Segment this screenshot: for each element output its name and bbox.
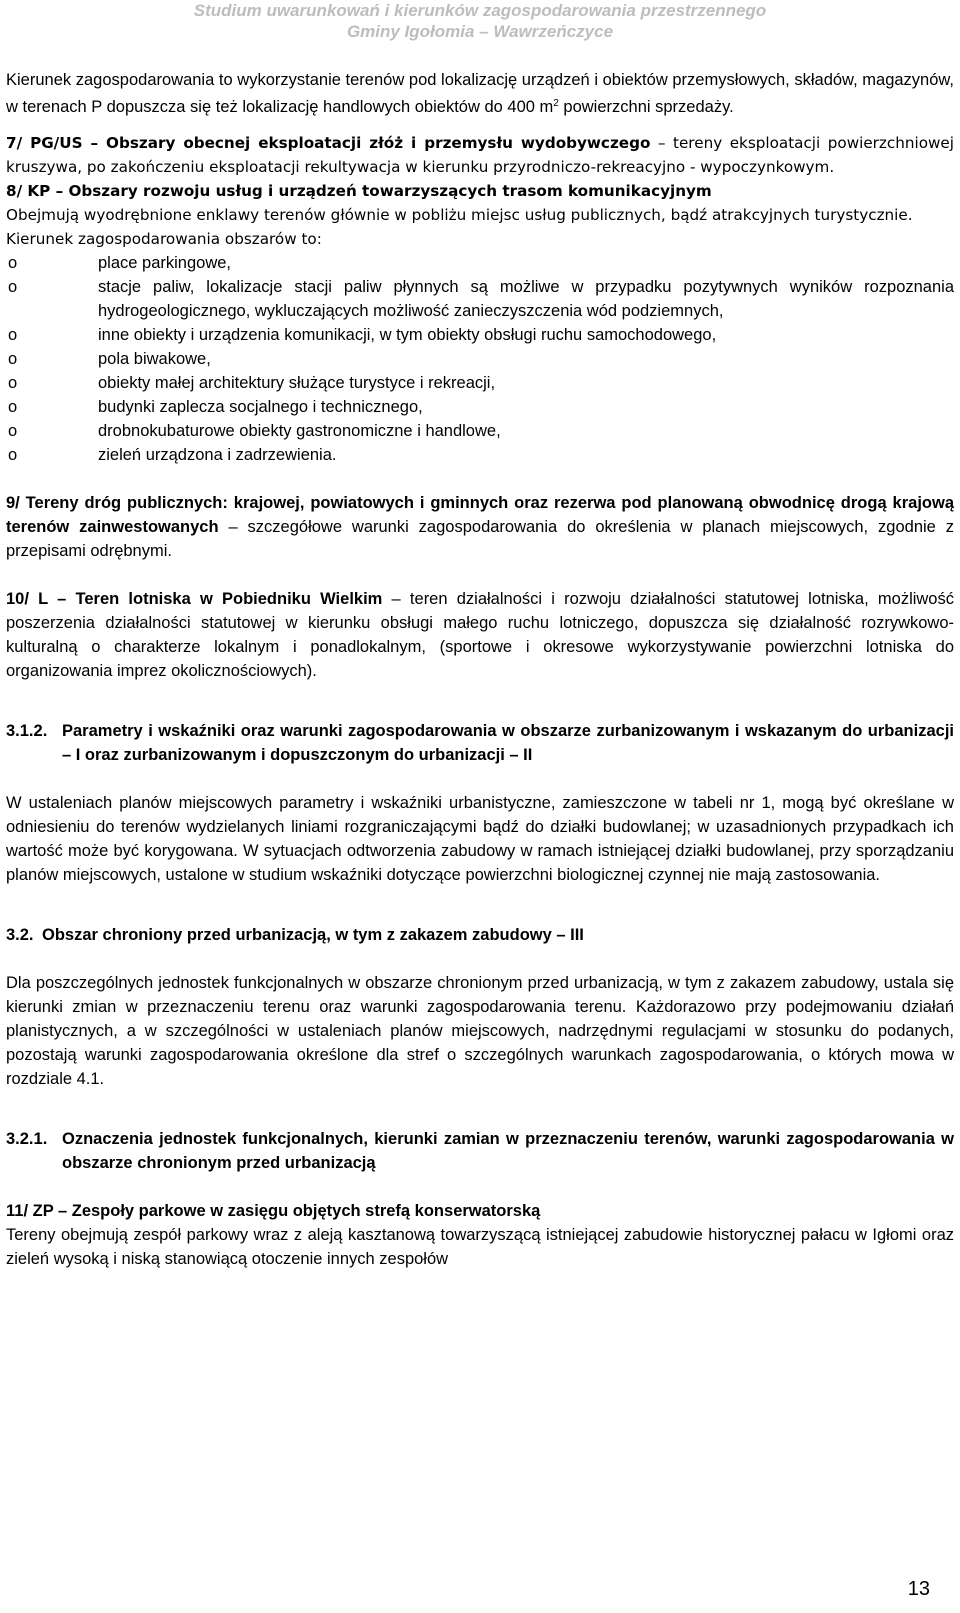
heading-3-2-1: [6, 1127, 954, 1175]
bullet: o: [8, 398, 18, 416]
section-7-text: – tereny eksploatacji powierzchniowej kruszywa, po zakończeniu eksploatacji rekultywacja w kierunku przyrodniczo-rekreacyjno - wypoczynkowym.: [6, 134, 954, 176]
section-8-text: Obejmują wyodrębnione enklawy terenów głównie w pobliżu miejsc usług publicznych, bądź atrakcyjnych turystycznie.: [6, 206, 913, 224]
list-item: o obiekty małej architektury służące turystyce i rekreacji,: [6, 371, 954, 395]
section-11-label: 11/ ZP – Zespoły parkowe w zasięgu objętych strefą konserwatorską: [6, 1202, 541, 1220]
section-9: [6, 491, 954, 563]
section-8-list: [6, 251, 954, 467]
document-body: [6, 68, 954, 1271]
paragraph-3-1-2: W ustaleniach planów miejscowych parametry i wskaźniki urbanistyczne, zamieszczone w tabeli nr 1, mogą być określane w odniesieniu do terenów wydzielanych liniami rozgraniczającymi bądź do działki budowlanej; w uzasadnionych przypadkach ich wartość może być korygowana. W sytuacjach odtworzenia zabudowy w ramach istniejącej działki budowlanej, przy sporządzaniu planów miejscowych, ustalone w studium wskaźniki dotyczące powierzchni biologicznej czynnej nie mają zastosowania.: [6, 794, 954, 884]
heading-number: 3.2.1.: [6, 1130, 48, 1148]
header-subtitle: Gminy Igołomia – Wawrzeńczyce: [346, 22, 614, 41]
bullet: o: [8, 422, 18, 440]
bullet: o: [8, 254, 18, 272]
section-8-label: 8/ KP – Obszary rozwoju usług i urządzeń towarzyszących trasom komunikacyjnym: [6, 182, 712, 200]
section-9-text: – szczegółowe warunki zagospodarowania do określenia w planach miejscowych, zgodnie z przepisami odrębnymi.: [6, 518, 954, 560]
section-8-intro: Kierunek zagospodarowania obszarów to:: [6, 230, 322, 248]
heading-3-1-2: [6, 719, 954, 767]
list-item: o stacje paliw, lokalizacje stacji paliw płynnych są możliwe w przypadku pozytywnych wyników rozpoznania hydrogeologicznego, wykluczających możliwość zanieczyszczenia wód podziemnych,: [6, 275, 954, 323]
section-9-label: 9/ Tereny dróg publicznych: krajowej, powiatowych i gminnych oraz rezerwa pod planowaną obwodnicę drogą krajową terenów zainwestowanych: [6, 494, 954, 536]
header-title: Studium uwarunkowań i kierunków zagospodarowania przestrzennego: [193, 1, 767, 20]
paragraph-industrial: [6, 68, 954, 119]
bullet: o: [8, 374, 18, 392]
document-header: [0, 0, 960, 42]
section-11-text: Tereny obejmują zespół parkowy wraz z aleją kasztanową towarzyszącą istniejącej zabudowie historycznej pałacu w Igłomi oraz zieleń wysoką i niską stanowiącą otoczenie innych zespołów: [6, 1226, 954, 1268]
section-7: [6, 131, 954, 179]
list-item: o zieleń urządzona i zadrzewienia.: [6, 443, 954, 467]
page-number: 13: [907, 1578, 930, 1600]
bullet: o: [8, 446, 18, 464]
list-item: o place parkingowe,: [6, 251, 954, 275]
list-item: o budynki zaplecza socjalnego i technicznego,: [6, 395, 954, 419]
bullet: o: [8, 278, 18, 296]
list-item: o drobnokubaturowe obiekty gastronomiczne i handlowe,: [6, 419, 954, 443]
paragraph-industrial-tail: powierzchni sprzedaży.: [558, 98, 734, 116]
heading-title: Oznaczenia jednostek funkcjonalnych, kierunki zamian w przeznaczeniu terenów, warunki zagospodarowania w obszarze chronionym przed urbanizacją: [62, 1130, 954, 1172]
bullet: o: [8, 326, 18, 344]
heading-number: 3.2.: [6, 926, 34, 944]
bullet: o: [8, 350, 18, 368]
superscript: 2: [553, 98, 559, 109]
paragraph-industrial-text: Kierunek zagospodarowania to wykorzystanie terenów pod lokalizację urządzeń i obiektów przemysłowych, składów, magazynów, w terenach P dopuszcza się też lokalizację handlowych obiektów do 400 m: [6, 71, 954, 116]
section-10-label: 10/ L – Teren lotniska w Pobiedniku Wielkim: [6, 590, 383, 608]
list-item: o inne obiekty i urządzenia komunikacji, w tym obiekty obsługi ruchu samochodowego,: [6, 323, 954, 347]
section-10-text: – teren działalności i rozwoju działalności statutowej lotniska, możliwość poszerzenia działalności statutowej w kierunku obsługi małego ruchu lotniczego, dopuszcza się działalność rozrywkowo-kulturalną o charakterze lokalnym i ponadlokalnym, (sportowe i okresowe wykorzystywanie powierzchni lotniska do organizowania imprez okolicznościowych).: [6, 590, 954, 680]
list-item: o pola biwakowe,: [6, 347, 954, 371]
section-7-label: 7/ PG/US – Obszary obecnej eksploatacji złóż i przemysłu wydobywczego: [6, 134, 651, 152]
heading-3-2: [6, 923, 954, 947]
heading-title: Parametry i wskaźniki oraz warunki zagospodarowania w obszarze zurbanizowanym i wskazanym do urbanizacji – I oraz zurbanizowanym i dopuszczonym do urbanizacji – II: [62, 722, 954, 764]
paragraph-3-2: Dla poszczególnych jednostek funkcjonalnych w obszarze chronionym przed urbanizacją, w tym z zakazem zabudowy, ustala się kierunki zmian w przeznaczeniu terenu oraz warunki zagospodarowania terenu. Każdorazowo przy podejmowaniu działań planistycznych, a w szczególności w ustaleniach planów miejscowych, nadrzędnymi regulacjami w stosunku do podanych, pozostają warunki zagospodarowania określone dla stref o szczególnych warunkach zagospodarowania, o których mowa w rozdziale 4.1.: [6, 974, 954, 1088]
heading-title: Obszar chroniony przed urbanizacją, w tym z zakazem zabudowy – III: [42, 926, 584, 944]
heading-number: 3.1.2.: [6, 722, 48, 740]
section-10: [6, 587, 954, 683]
